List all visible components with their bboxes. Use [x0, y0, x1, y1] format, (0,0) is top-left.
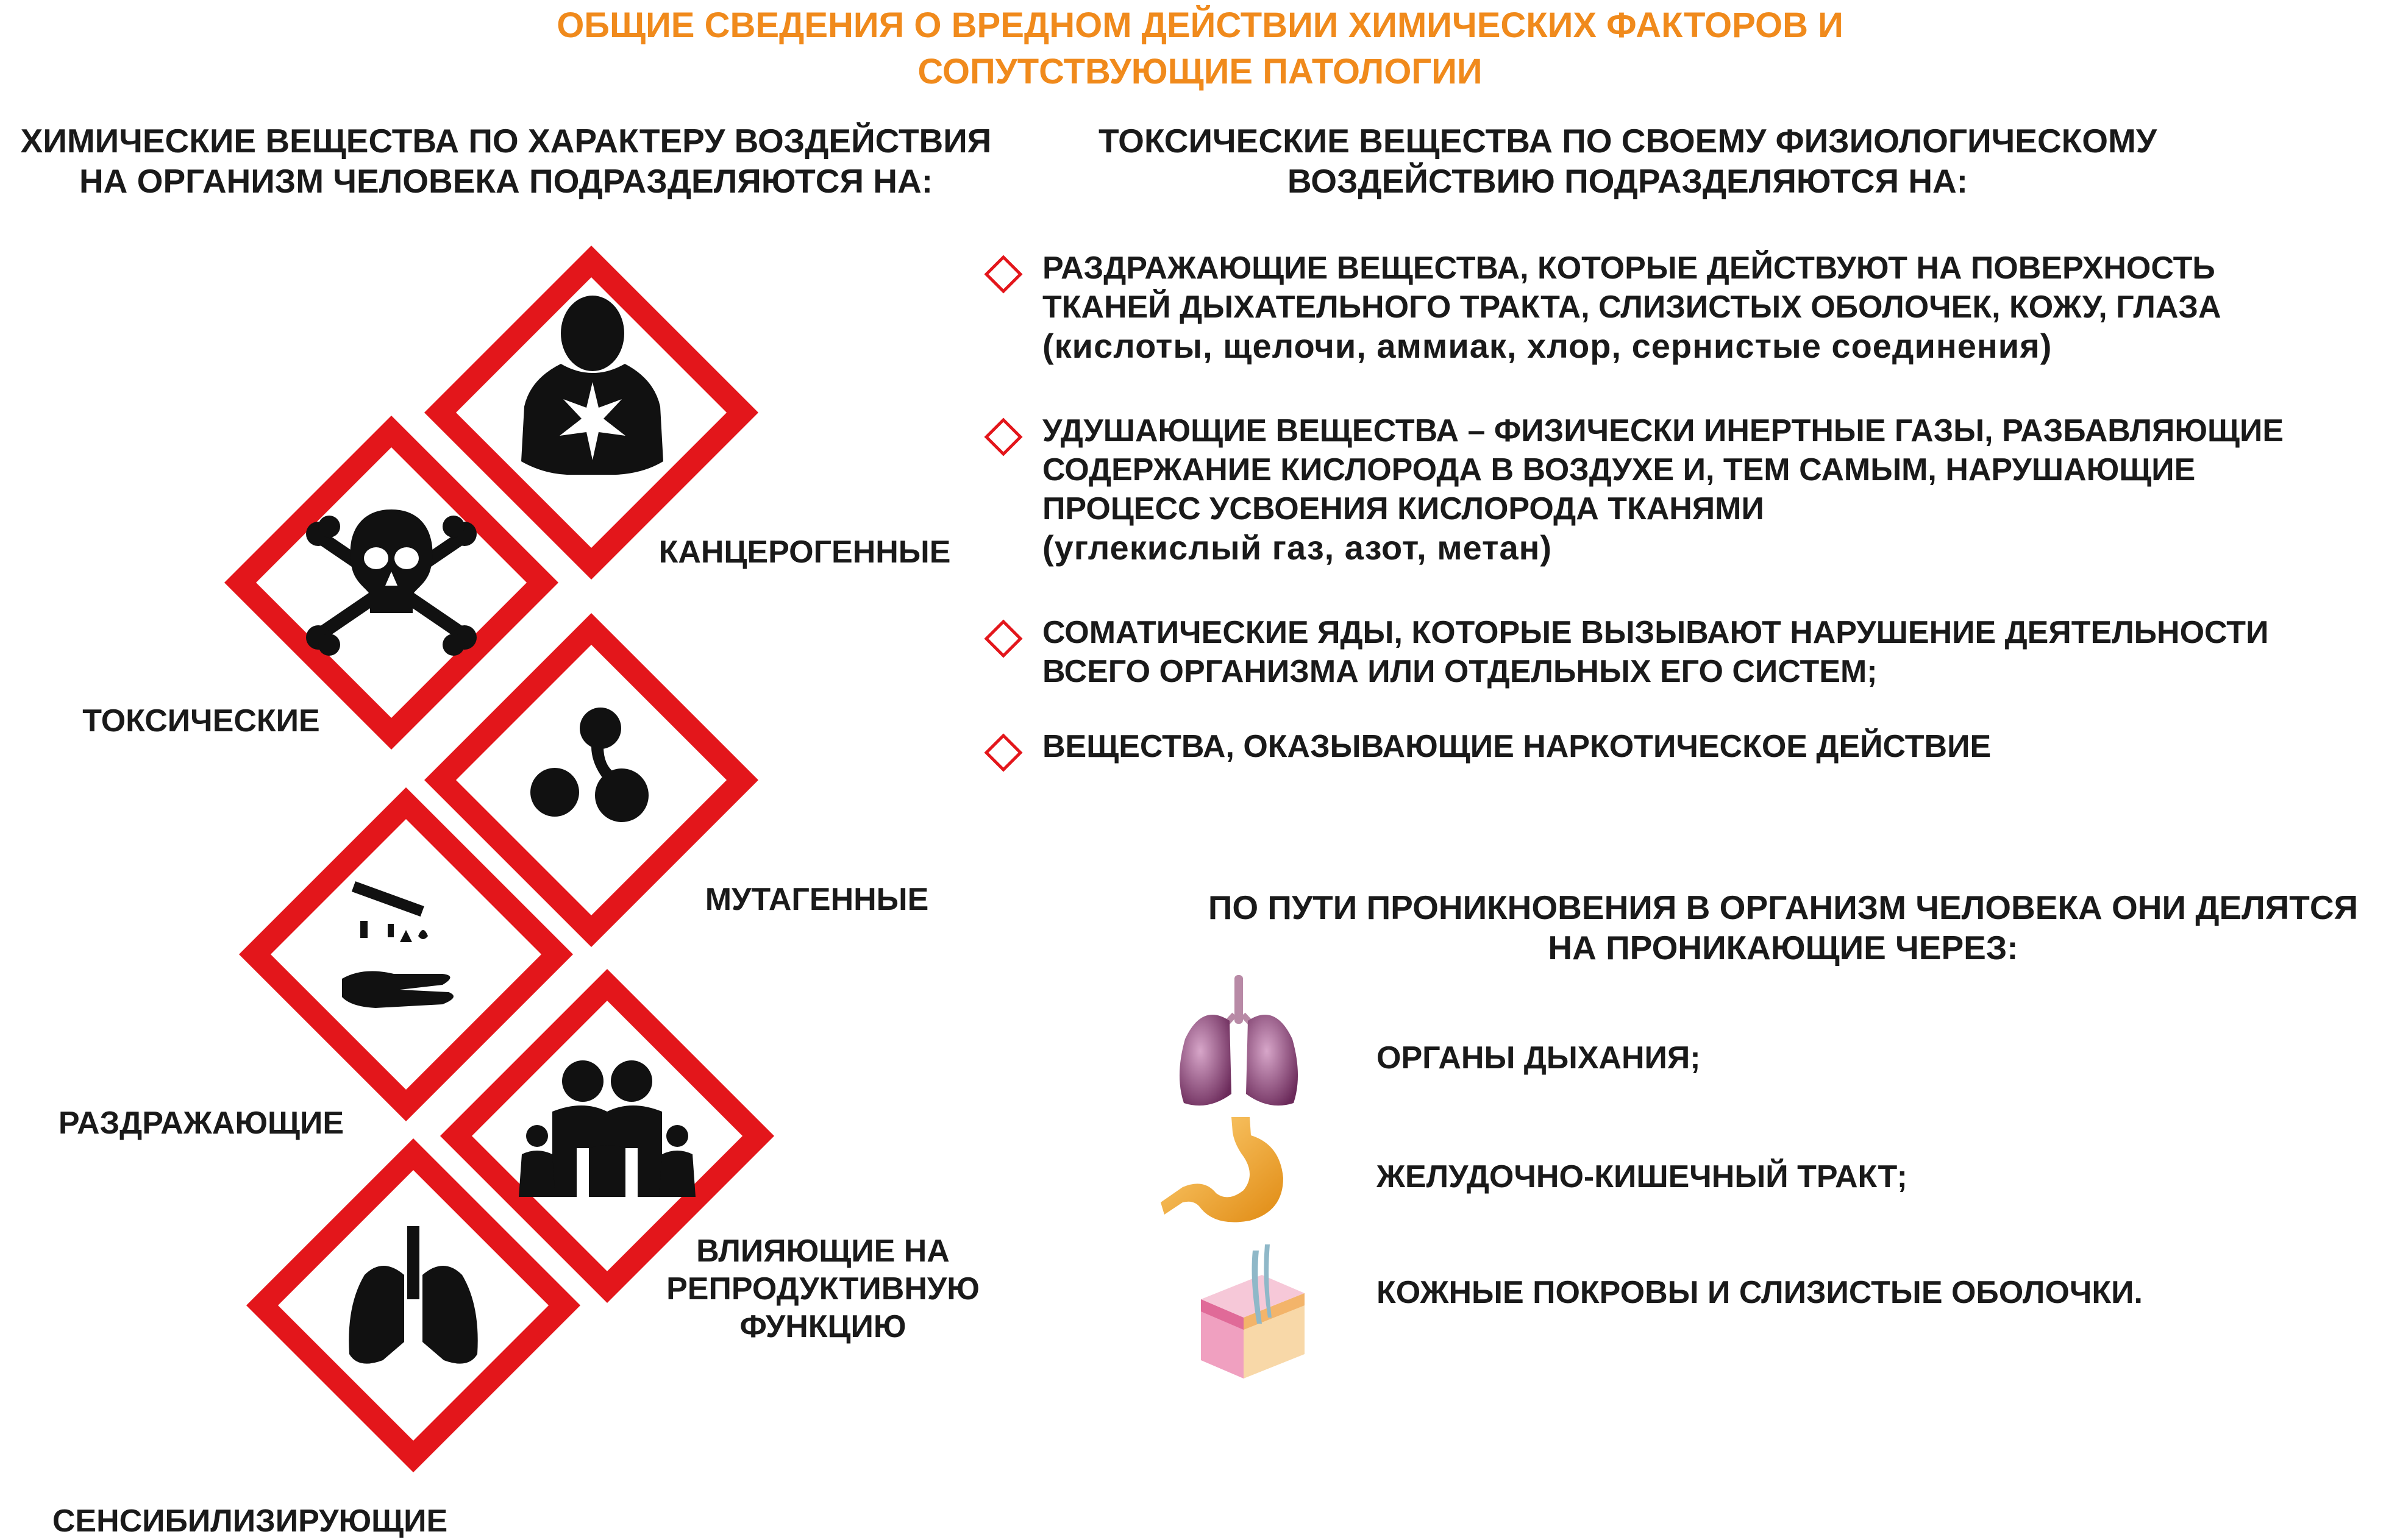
route-item: КОЖНЫЕ ПОКРОВЫ И СЛИЗИСТЫЕ ОБОЛОЧКИ.	[1376, 1275, 2143, 1310]
route-item: ЖЕЛУДОЧНО-КИШЕЧНЫЙ ТРАКТ;	[1376, 1159, 1907, 1194]
label-reproductive: ВЛИЯЮЩИЕ НА РЕПРОДУКТИВНУЮ ФУНКЦИЮ	[666, 1233, 980, 1344]
pictogram-sensitizing	[243, 1135, 584, 1476]
label-carcinogenic: КАНЦЕРОГЕННЫЕ	[658, 534, 951, 570]
lungs-icon	[243, 1135, 584, 1476]
diamond-bullet-icon	[984, 733, 1023, 772]
right-heading: ТОКСИЧЕСКИЕ ВЕЩЕСТВА ПО СВОЕМУ ФИЗИОЛОГИЧЕСКОМУ ВОЗДЕЙСТВИЮ ПОДРАЗДЕЛЯЮТСЯ НА:	[1098, 122, 2157, 200]
diamond-bullet-icon	[984, 417, 1023, 456]
left-heading: ХИМИЧЕСКИЕ ВЕЩЕСТВА ПО ХАРАКТЕРУ ВОЗДЕЙСТВИЯ НА ОРГАНИЗМ ЧЕЛОВЕКА ПОДРАЗДЕЛЯЮТСЯ НА:	[20, 122, 992, 200]
lungs-organ-icon	[1172, 972, 1306, 1112]
label-mutagenic: МУТАГЕННЫЕ	[705, 882, 929, 917]
label-sensitizing: СЕНСИБИЛИЗИРУЮЩИЕ	[52, 1503, 448, 1539]
routes-heading: ПО ПУТИ ПРОНИКНОВЕНИЯ В ОРГАНИЗМ ЧЕЛОВЕКА ОНИ ДЕЛЯТСЯ НА ПРОНИКАЮЩИЕ ЧЕРЕЗ:	[1208, 889, 2359, 967]
list-item: ВЕЩЕСТВА, ОКАЗЫВАЮЩИЕ НАРКОТИЧЕСКОЕ ДЕЙСТВИЕ	[1042, 727, 2393, 766]
diamond-bullet-icon	[984, 619, 1023, 658]
skin-layers-icon	[1189, 1232, 1311, 1385]
list-item: УДУШАЮЩИЕ ВЕЩЕСТВА – ФИЗИЧЕСКИ ИНЕРТНЫЕ ГАЗЫ, РАЗБАВЛЯЮЩИЕ СОДЕРЖАНИЕ КИСЛОРОДА В ВОЗДУХЕ И, ТЕМ САМЫМ, НАРУШАЮЩИЕ ПРОЦЕСС УСВОЕНИЯ КИСЛОРОДА ТКАНЯМИ (углекислый газ, азот, метан)	[1042, 411, 2393, 567]
route-item: ОРГАНЫ ДЫХАНИЯ;	[1376, 1040, 1701, 1076]
label-toxic: ТОКСИЧЕСКИЕ	[82, 703, 320, 739]
diamond-bullet-icon	[984, 255, 1023, 294]
list-item: СОМАТИЧЕСКИЕ ЯДЫ, КОТОРЫЕ ВЫЗЫВАЮТ НАРУШЕНИЕ ДЕЯТЕЛЬНОСТИ ВСЕГО ОРГАНИЗМА ИЛИ ОТДЕЛЬНЫХ ЕГО СИСТЕМ;	[1042, 613, 2393, 691]
list-item: РАЗДРАЖАЮЩИЕ ВЕЩЕСТВА, КОТОРЫЕ ДЕЙСТВУЮТ НА ПОВЕРХНОСТЬ ТКАНЕЙ ДЫХАТЕЛЬНОГО ТРАКТА, СЛИЗИСТЫХ ОБОЛОЧЕК, КОЖУ, ГЛАЗА (кислоты, щелочи, аммиак, хлор, сернистые соединения)	[1042, 249, 2393, 366]
label-irritant: РАЗДРАЖАЮЩИЕ	[58, 1105, 344, 1141]
page-title: ОБЩИЕ СВЕДЕНИЯ О ВРЕДНОМ ДЕЙСТВИИ ХИМИЧЕСКИХ ФАКТОРОВ И СОПУТСТВУЮЩИЕ ПАТОЛОГИИ	[557, 5, 1843, 91]
stomach-icon	[1158, 1111, 1292, 1233]
